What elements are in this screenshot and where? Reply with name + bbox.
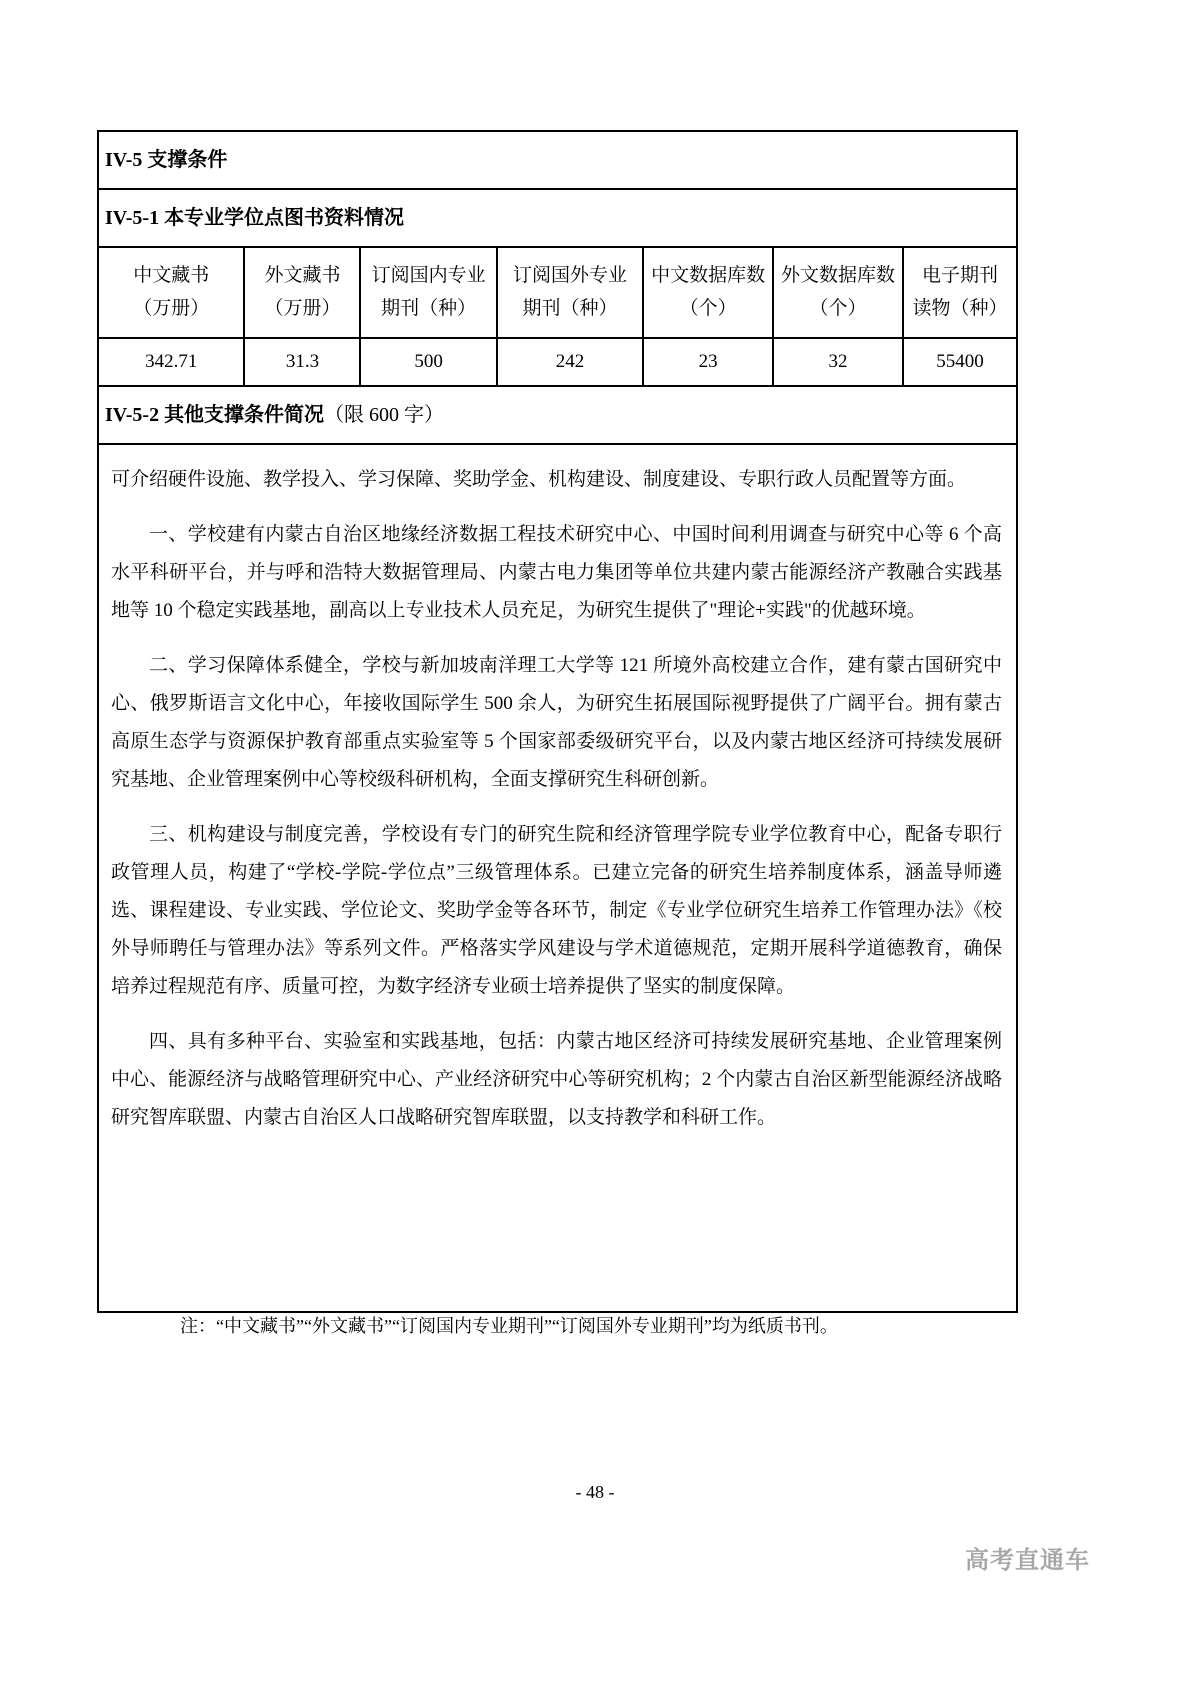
library-value-chinese-databases: 23 bbox=[644, 339, 774, 386]
section-header-iv5 bbox=[99, 132, 1016, 190]
paragraph-intro: 可介绍硬件设施、教学投入、学习保障、奖助学金、机构建设、制度建设、专职行政人员配置等方面。 bbox=[111, 469, 967, 491]
other-support-conditions-text bbox=[99, 445, 1016, 1311]
library-col-header-domestic-journals: 订阅国内专业 期刊（种） bbox=[361, 248, 497, 337]
section-header-iv5-1-label: IV-5-1 本专业学位点图书资料情况 bbox=[105, 207, 405, 229]
library-col-header-chinese-databases: 中文数据库数 （个） bbox=[644, 248, 774, 337]
section-header-iv5-2-limit-note: （限 600 字） bbox=[324, 404, 445, 427]
library-col-header-foreign-books: 外文藏书 （万册） bbox=[245, 248, 361, 337]
support-conditions-table bbox=[97, 130, 1018, 1313]
section-header-iv5-1 bbox=[99, 190, 1016, 248]
library-value-foreign-databases: 32 bbox=[774, 339, 904, 386]
section-header-iv5-2-label: IV-5-2 其他支撑条件简况 bbox=[105, 404, 325, 427]
library-table-header-row bbox=[99, 248, 1016, 339]
library-value-chinese-books: 342.71 bbox=[99, 339, 245, 386]
paragraph-1: 一、学校建有内蒙古自治区地缘经济数据工程技术研究中心、中国时间利用调查与研究中心等 6 个高水平科研平台，并与呼和浩特大数据管理局、内蒙古电力集团等单位共建内蒙古能源经济产教融合实践基地等 10 个稳定实践基地，副高以上专业技术人员充足，为研究生提供了"理论+实践"的优越环境。 bbox=[111, 524, 1002, 622]
paragraph-2: 二、学习保障体系健全，学校与新加坡南洋理工大学等 121 所境外高校建立合作，建有蒙古国研究中心、俄罗斯语言文化中心，年接收国际学生 500 余人，为研究生拓展国际视野提供了广阔平台。拥有蒙古高原生态学与资源保护教育部重点实验室等 5 个国家部委级研究平台，以及内蒙古地区经济可持续发展研究基地、企业管理案例中心等校级科研机构，全面支撑研究生科研创新。 bbox=[111, 655, 1002, 791]
library-col-header-e-journals: 电子期刊 读物（种） bbox=[912, 265, 1008, 320]
page-number: - 48 - bbox=[575, 1482, 615, 1502]
library-value-foreign-journals: 242 bbox=[498, 339, 644, 386]
library-col-header-foreign-journals: 订阅国外专业 期刊（种） bbox=[498, 248, 644, 337]
library-value-domestic-journals: 500 bbox=[361, 339, 497, 386]
section-header-iv5-label: IV-5 支撑条件 bbox=[105, 149, 228, 171]
library-col-header-chinese-books: 中文藏书 （万册） bbox=[99, 248, 245, 337]
footnote: 注：“中文藏书”“外文藏书”“订阅国内专业期刊”“订阅国外专业期刊”均为纸质书刊。 bbox=[180, 1316, 838, 1336]
library-table-values-row bbox=[99, 339, 1016, 388]
paragraph-3: 三、机构建设与制度完善，学校设有专门的研究生院和经济管理学院专业学位教育中心，配备专职行政管理人员，构建了“学校-学院-学位点”三级管理体系。已建立完备的研究生培养制度体系，涵盖导师遴选、课程建设、专业实践、学位论文、奖助学金等各环节，制定《专业学位研究生培养工作管理办法》《校外导师聘任与管理办法》等系列文件。严格落实学风建设与学术道德规范，定期开展科学道德教育，确保培养过程规范有序、质量可控，为数字经济专业硕士培养提供了坚实的制度保障。 bbox=[111, 824, 1002, 998]
watermark-text: 高考直通车 bbox=[965, 1547, 1090, 1574]
library-value-foreign-books: 31.3 bbox=[245, 339, 361, 386]
paragraph-4: 四、具有多种平台、实验室和实践基地，包括：内蒙古地区经济可持续发展研究基地、企业管理案例中心、能源经济与战略管理研究中心、产业经济研究中心等研究机构；2 个内蒙古自治区新型能源经济战略研究智库联盟、内蒙古自治区人口战略研究智库联盟，以支持教学和科研工作。 bbox=[111, 1031, 1002, 1129]
library-col-header-foreign-databases: 外文数据库数 （个） bbox=[774, 248, 904, 337]
section-header-iv5-2 bbox=[99, 387, 1016, 445]
library-value-e-journals: 55400 bbox=[936, 350, 984, 372]
